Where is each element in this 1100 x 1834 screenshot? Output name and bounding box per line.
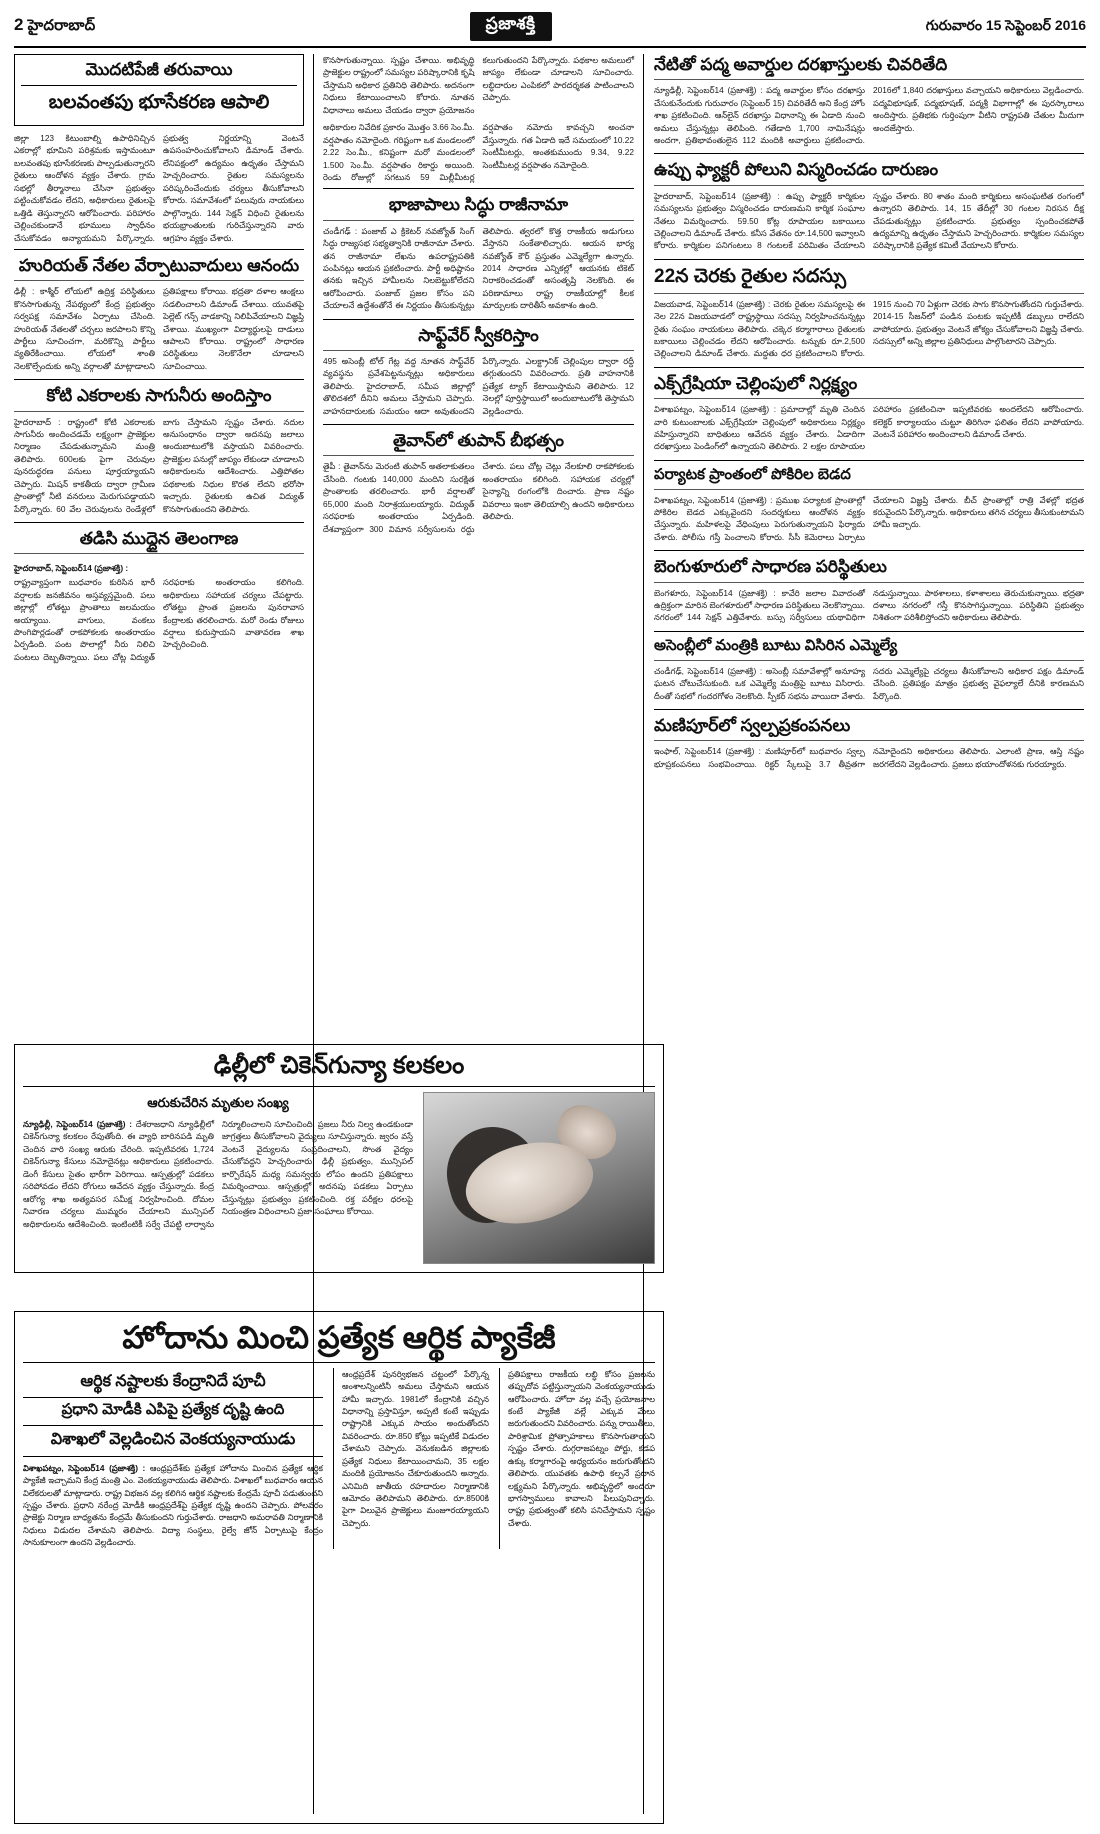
article-software bbox=[323, 319, 634, 417]
article-body: తైపీ : తైవాన్‌ను మెరంటి తుపాన్ అతలాకుతలం చేసింది. గంటకు 140,000 మందిని సురక్షిత ప్రాంతాలకు తరలించారు. భారీ వర్షాలతో 65,000 మంది నిరాశ్రయులయ్యారు. విద్యుత్ సరఫరాకు అంతరాయం ఏర్పడింది. దేశవ్యాప్తంగా 300 విమాన సర్వీసులను రద్దు చేశారు. పలు చోట్ల చెట్లు నేలకూలి రాకపోకలకు అంతరాయం కలిగింది. సహాయక చర్యల్లో సైన్యాన్ని రంగంలోకి దించారు. ప్రాణ నష్టం వివరాలు ఇంకా తెలియాల్సి ఉందని అధికారులు తెలిపారు. bbox=[323, 461, 634, 534]
divider bbox=[323, 455, 634, 456]
divider bbox=[14, 379, 304, 380]
photo-article-subhead: ఆరుకుచేరిన మృతుల సంఖ్య bbox=[147, 1095, 289, 1110]
divider bbox=[323, 350, 634, 351]
divider bbox=[14, 280, 304, 281]
article-body: హైదరాబాద్ : రాష్ట్రంలో కోటి ఎకరాలకు సాగునీరు అందించడమే లక్ష్యంగా ప్రాజెక్టుల నిర్మాణం చేపడుతున్నామని మంత్రి తెలిపారు. 600లకు పైగా చెరువుల పునరుద్ధరణ పనులు పూర్తయ్యాయని చెప్పారు. మిషన్ కాకతీయ ద్వారా గ్రామీణ ప్రాంతాల్లో నీటి వనరులు మెరుగుపడ్డాయని పేర్కొన్నారు. 60 వేల చెరువులను రెండేళ్లలో బాగు చేస్తామని స్పష్టం చేశారు. నదుల అనుసంధానం ద్వారా అదనపు జలాలు అందుబాటులోకి వస్తాయని వివరించారు. ప్రాజెక్టుల పనుల్లో జాప్యం లేకుండా చూడాలని అధికారులను ఆదేశించారు. ఎత్తిపోతల పథకాలకు నిధుల కొరత లేదని భరోసా ఇచ్చారు. రైతులకు ఉచిత విద్యుత్ కొనసాగుతుందని తెలిపారు. bbox=[14, 416, 304, 514]
photo-hair-shape bbox=[436, 1117, 549, 1231]
divider bbox=[21, 85, 297, 86]
divider bbox=[654, 293, 1084, 294]
article-headline: అసెంబ్లీలో మంత్రికి బూటు విసిరిన ఎమ్మెల్యే bbox=[654, 636, 898, 654]
banner-body-col3: ప్రతిపక్షాలు రాజకీయ లబ్ధి కోసం ప్రజలను తప్పుదోవ పట్టిస్తున్నాయని వెంకయ్యనాయుడు ఆరోపించారు. హోదా వల్ల వచ్చే ప్రయోజనాల కంటే ప్యాకేజీ వల్లే ఎక్కువ మేలు జరుగుతుందని వివరించారు. పన్ను రాయితీలు, పారిశ్రామిక ప్రోత్సాహకాలు కొనసాగుతాయని స్పష్టం చేశారు. దుగ్గరాజపట్నం పోర్టు, కడప ఉక్కు కర్మాగారంపై అధ్యయనం జరుగుతోందని తెలిపారు. యువతకు ఉపాధి కల్పనే ప్రధాన లక్ష్యమని పేర్కొన్నారు. అభివృద్ధిలో అందరూ భాగస్వాములు కావాలని పిలుపునిచ్చారు. రాష్ట్ర ప్రభుత్వంతో కలిసి పనిచేస్తామని స్పష్టం చేశారు. bbox=[508, 1368, 655, 1528]
masthead bbox=[14, 12, 1086, 48]
article-headline: హురియత్ నేతల వేర్పాటువాదులు ఆనందు bbox=[18, 255, 300, 275]
article-sugarcane-meet bbox=[654, 259, 1084, 360]
article-headline: కోటి ఎకరాలకు సాగునీరు అందిస్తాం bbox=[46, 386, 272, 406]
article-dateline: హైదరాబాద్, సెప్టెంబర్14 (ప్రజాశక్తి) : bbox=[14, 563, 129, 574]
article-tourist-nuisance bbox=[654, 460, 1084, 544]
article-salt-factory bbox=[654, 153, 1084, 251]
article-headline: భాజాపాలు సిద్ధు రాజీనామా bbox=[388, 195, 569, 215]
divider bbox=[323, 319, 634, 320]
divider bbox=[654, 582, 1084, 583]
article-body: బెంగళూరు, సెప్టెంబర్14 (ప్రజాశక్తి) : కావేరి జలాల వివాదంతో ఉద్రిక్తంగా మారిన బెంగళూరులో సాధారణ పరిస్థితులు నెలకొన్నాయి. నగరంలో 144 సెక్షన్ ఎత్తివేశారు. బస్సు సర్వీసులు యథావిధిగా నడుస్తున్నాయి. పాఠశాలలు, కళాశాలలు తెరుచుకున్నాయి. భద్రతా దళాలు నగరంలో గస్తీ కొనసాగిస్తున్నాయి. పరిస్థితిని ప్రభుత్వం నిశితంగా పరిశీలిస్తోందని అధికారులు తెలిపారు. bbox=[654, 587, 1084, 623]
banner-sub-1: ఆర్థిక నష్టాలకు కేంద్రానిదే పూచీ bbox=[80, 1372, 266, 1390]
divider bbox=[14, 249, 304, 250]
divider bbox=[654, 398, 1084, 399]
lead-headline: బలవంతపు భూసేకరణ ఆపాలి bbox=[48, 92, 270, 114]
page-number: 2 bbox=[14, 15, 24, 34]
article-hurriyat bbox=[14, 249, 304, 372]
article-rains bbox=[14, 522, 304, 663]
divider bbox=[14, 411, 304, 412]
lead-body: జిల్లా 123 కిటుంబాల్ని ఉపాధినిచ్చిన ఎకరాల్లో భూమిని పరిశ్రమకు ఇస్తామంటూ బలవంతపు భూసేకరణకు పాల్పడుతున్నారని రైతులు ఆందోళన వ్యక్తం చేశారు. గ్రామ సభల్లో తీర్మానాలు చేసినా ప్రభుత్వం పట్టించుకోవడం లేదని, అధికారులు రైతులపై ఒత్తిడి తెస్తున్నారని ఆరోపించారు. పరిహారం చెల్లించకుండానే భూములు స్వాధీనం చేసుకోవడం అన్యాయమని పేర్కొన్నారు. ప్రభుత్వ నిర్ణయాన్ని వెంటనే ఉపసంహరించుకోవాలని డిమాండ్ చేశారు. లేనిపక్షంలో ఉద్యమం ఉధృతం చేస్తామని హెచ్చరించారు. రైతుల సమస్యలను పరిష్కరించేందుకు చర్యలు తీసుకోవాలని కోరారు. సమావేశంలో పలువురు నాయకులు పాల్గొన్నారు. 144 సెక్షన్ విధించి రైతులను భయభ్రాంతులకు గురిచేస్తున్నారని వారు ఆగ్రహం వ్యక్తం చేశారు. bbox=[14, 133, 304, 243]
article-irrigation bbox=[14, 379, 304, 515]
article-headline: పర్యాటక ప్రాంతంలో పోకిరిల బెడద bbox=[654, 465, 851, 483]
article-body: 495 అసెంబ్లీ టోల్ గేట్ల వద్ద నూతన సాఫ్ట్‌వేర్ వ్యవస్థను ప్రవేశపెట్టనున్నట్లు అధికారులు తెలిపారు. హైదరాబాద్, సమీప జిల్లాల్లో తొలిదశలో దీనిని అమలు చేస్తామని చెప్పారు. వాహనదారులకు సమయం ఆదా అవుతుందని పేర్కొన్నారు. ఎలక్ట్రానిక్ చెల్లింపుల ద్వారా రద్దీ తగ్గుతుందని వివరించారు. ప్రతి వాహనానికి ప్రత్యేక ట్యాగ్ కేటాయిస్తామని తెలిపారు. 12 నెలల్లో పూర్తిస్థాయిలో అందుబాటులోకి తెస్తామని వెల్లడించారు. bbox=[323, 355, 634, 416]
article-headline: మణిపూర్‌లో స్వల్పప్రకంపనలు bbox=[654, 715, 851, 735]
article-body: న్యూఢిల్లీ, సెప్టెంబర్14 (ప్రజాశక్తి) : పద్మ అవార్డుల కోసం దరఖాస్తు చేసుకునేందుకు గురువారం (సెప్టెంబర్ 15) చివరితేదీ అని కేంద్ర హోం శాఖ ప్రకటించింది. ఆన్‌లైన్ దరఖాస్తు విధానాన్ని ఈ ఏడాది నుంచి అమలు చేస్తున్నట్లు తెలిపింది. గతేడాది 1,700 నామినేషన్లు అందగా, ప్రతిభావంతులైన 112 మందికి అవార్డులు ప్రకటించారు. 2016లో 1,840 దరఖాస్తులు వచ్చాయని అధికారులు వెల్లడించారు. పద్మవిభూషణ్, పద్మభూషణ్, పద్మశ్రీ విభాగాల్లో ఈ పురస్కారాలు అందిస్తారు. ప్రతిభకు గుర్తింపుగా వీటిని రాష్ట్రపతి చేతుల మీదుగా అందజేస్తారు. bbox=[654, 85, 1084, 145]
banner-sub-2: ప్రధాని మోడీకి ఎపిపై ప్రత్యేక దృష్టి ఉంది bbox=[23, 1397, 323, 1426]
divider bbox=[14, 553, 304, 554]
divider bbox=[654, 460, 1084, 461]
banner-sub-3: విశాఖలో వెల్లడించిన వెంకయ్యనాయుడు bbox=[23, 1430, 323, 1457]
divider bbox=[323, 424, 634, 425]
photo-article-content bbox=[23, 1092, 655, 1264]
divider bbox=[654, 367, 1084, 368]
divider bbox=[323, 220, 634, 221]
lead-kicker: మొదటిపేజీ తరువాయి bbox=[85, 60, 233, 79]
banner-body-col1: ఆంధ్రప్రదేశ్‌కు ప్రత్యేక హోదాను మించిన ప్రత్యేక ఆర్థిక ప్యాకేజీ ఇచ్చామని కేంద్ర మంత్రి ఎం. వెంకయ్యనాయుడు తెలిపారు. విశాఖలో బుధవారం ఆయన విలేకరులతో మాట్లాడారు. రాష్ట్ర విభజన వల్ల కలిగిన ఆర్థిక నష్టాలకు కేంద్రమే పూచీ పడుతుందని స్పష్టం చేశారు. ప్రధాని నరేంద్ర మోడీకి ఆంధ్రప్రదేశ్‌పై ప్రత్యేక దృష్టి ఉందని చెప్పారు. పోలవరం ప్రాజెక్టు నిర్మాణ బాధ్యతను కేంద్రమే తీసుకుందని గుర్తుచేశారు. రాజధాని అమరావతి నిర్మాణానికి నిధులు విడుదల చేశామని తెలిపారు. విద్యా సంస్థలు, రైల్వే జోన్ ఏర్పాటుపై కేంద్రం సానుకూలంగా ఉందని వెల్లడించారు. bbox=[23, 1462, 323, 1548]
divider bbox=[654, 185, 1084, 186]
article-typhoon bbox=[323, 424, 634, 535]
masthead-date: గురువారం 15 సెప్టెంబర్ 2016 bbox=[925, 16, 1086, 33]
article-manipur-tremors bbox=[654, 709, 1084, 770]
photo-article-headline: ఢిల్లీలో చికెన్‌గున్యా కలకలం bbox=[213, 1052, 465, 1079]
article-padma-awards bbox=[654, 54, 1084, 146]
article-headline: 22న చెరకు రైతుల సదస్సు bbox=[654, 265, 847, 287]
divider bbox=[654, 79, 1084, 80]
divider bbox=[654, 550, 1084, 551]
photo-hand-shape bbox=[550, 1098, 624, 1166]
banner-body-grid bbox=[23, 1368, 655, 1549]
article-shoe-thrown bbox=[654, 631, 1084, 702]
divider bbox=[654, 709, 1084, 710]
divider bbox=[654, 660, 1084, 661]
divider bbox=[654, 740, 1084, 741]
banner-body-col2: ఆంధ్రప్రదేశ్ పునర్విభజన చట్టంలో పేర్కొన్న అంశాలన్నింటినీ అమలు చేస్తామని ఆయన హామీ ఇచ్చారు. 1981లో కేంద్రానికి వచ్చిన విధానాన్ని ప్రస్తావిస్తూ, అప్పటి కంటే ఇప్పుడు రాష్ట్రానికి ఎక్కువ సాయం అందుతోందని వివరించారు. రూ.850 కోట్లు ఇప్పటికే విడుదల చేశామని చెప్పారు. వెనుకబడిన జిల్లాలకు ప్రత్యేక నిధులు కేటాయించామని, 35 లక్షల మందికి ప్రయోజనం చేకూరుతుందని అన్నారు. ఎనిమిది జాతీయ రహదారుల నిర్మాణానికి ఆమోదం తెలిపామని తెలిపారు. రూ.8500కి పైగా విలువైన ప్రాజెక్టులు మంజూరయ్యాయని చెప్పారు. bbox=[342, 1368, 489, 1528]
article-headline: బెంగుళూరులో సాధారణ పరిస్థితులు bbox=[654, 557, 887, 577]
patient-photo bbox=[423, 1092, 655, 1264]
article-sidhu bbox=[323, 188, 634, 311]
article-bengaluru bbox=[654, 550, 1084, 624]
divider bbox=[323, 188, 634, 189]
lead-story-box bbox=[14, 54, 304, 126]
column-two-jump-text: కొనసాగుతున్నాయి. స్పష్టం చేశాయి. అభివృద్ధి ప్రాజెక్టుల రాష్ట్రంలో సమస్యల పరిష్కారానికి కృషి చేస్తామని అధికార ప్రతినిధి తెలిపారు. అదనంగా నిధులు కేటాయించాలని కోరారు. నూతన విధానాలు అమలు చేయడం ద్వారా ప్రయోజనం కలుగుతుందని పేర్కొన్నారు. పథకాల అమలులో జాప్యం లేకుండా చూడాలని సూచించారు. లబ్ధిదారుల ఎంపికలో పారదర్శకత పాటించాలని చెప్పారు. bbox=[323, 55, 634, 115]
divider bbox=[654, 153, 1084, 154]
chikungunya-article bbox=[14, 1044, 664, 1273]
article-body: ఇంఫాల్, సెప్టెంబర్14 (ప్రజాశక్తి) : మణిపూర్‌లో బుధవారం స్వల్ప భూప్రకంపనలు సంభవించాయి. రిక్టర్ స్కేలుపై 3.7 తీవ్రతగా నమోదైందని అధికారులు తెలిపారు. ఎలాంటి ప్రాణ, ఆస్తి నష్టం జరగలేదని వెల్లడించారు. ప్రజలు భయాందోళనకు గురయ్యారు. bbox=[654, 746, 1084, 769]
banner-headline: హోదాను మించి ప్రత్యేక ఆర్థిక ప్యాకేజీ bbox=[122, 1320, 556, 1355]
special-package-banner bbox=[14, 1311, 664, 1824]
masthead-logo-area bbox=[95, 12, 925, 41]
divider bbox=[14, 522, 304, 523]
column-three bbox=[644, 54, 1084, 1814]
article-headline: ఎక్స్‌గ్రేషియా చెల్లింపులో నిర్లక్ష్యం bbox=[654, 373, 858, 393]
newspaper-logo: ప్రజాశక్తి bbox=[470, 12, 552, 41]
divider bbox=[654, 489, 1084, 490]
article-body: చండీగఢ్ : పంజాబ్ ఎ క్రికెటర్ నవజ్యోత్ సింగ్ సిద్ధు రాజ్యసభ సభ్యత్వానికి రాజీనామా చేశారు. తన రాజీనామా లేఖను ఉపరాష్ట్రపతికి పంపినట్లు ఆయన ప్రకటించారు. పార్టీ అధిష్టానం తనకు ఇచ్చిన హామీలను నిలబెట్టుకోలేదని ఆరోపించారు. పంజాబ్ ప్రజల కోసం పని చేయాలనే ఉద్దేశంతోనే ఈ నిర్ణయం తీసుకున్నట్లు తెలిపారు. త్వరలో కొత్త రాజకీయ అడుగులు వేస్తానని సంకేతాలిచ్చారు. ఆయన భార్య నవజ్యోత్ కౌర్ ప్రస్తుతం ఎమ్మెల్యేగా ఉన్నారు. 2014 సాధారణ ఎన్నికల్లో ఆయనకు టికెట్ నిరాకరించడంతో అసంతృప్తి నెలకొంది. ఈ పరిణామాలు రాష్ట్ర రాజకీయాల్లో కీలక మార్పులకు దారితీసే అవకాశం ఉంది. bbox=[323, 225, 634, 311]
article-body: చండీగఢ్, సెప్టెంబర్14 (ప్రజాశక్తి) : అసెంబ్లీ సమావేశాల్లో అనూహ్య ఘటన చోటుచేసుకుంది. ఒక ఎమ్మెల్యే మంత్రిపై బూటు విసిరారు. దీంతో సభలో గందరగోళం నెలకొంది. స్పీకర్ సభను వాయిదా వేశారు. సదరు ఎమ్మెల్యేపై చర్యలు తీసుకోవాలని అధికార పక్షం డిమాండ్ చేసింది. ప్రతిపక్షం మాత్రం ప్రభుత్వ వైఫల్యాలే దీనికి కారణమని పేర్కొంది. bbox=[654, 665, 1084, 701]
divider bbox=[23, 1086, 655, 1087]
article-body: ఢిల్లీ : కాశ్మీర్ లోయలో ఉద్రిక్త పరిస్థితులు కొనసాగుతున్న నేపథ్యంలో కేంద్ర ప్రభుత్వం సర్వపక్ష సమావేశం ఏర్పాటు చేసింది. హురియత్ నేతలతో చర్చలు జరపాలని కొన్ని పార్టీలు సూచించగా, మరికొన్ని పార్టీలు వ్యతిరేకించాయి. లోయలో శాంతి నెలకొల్పేందుకు అన్ని వర్గాలతో మాట్లాడాలని ప్రతిపక్షాలు కోరాయి. భద్రతా దళాల ఆంక్షలు సడలించాలని డిమాండ్ చేశాయి. యువతపై పెల్లెట్ గన్స్ వాడకాన్ని నిలిపివేయాలని విజ్ఞప్తి చేశాయి. ముఖ్యంగా విద్యార్థులపై దాడులు ఆపాలని కోరాయి. రాష్ట్రంలో సాధారణ పరిస్థితులు నెలకొనేలా చూడాలని సూచించాయి. bbox=[14, 286, 304, 371]
article-headline: సాఫ్ట్‌వేర్ స్వీకరిస్తాం bbox=[418, 325, 539, 345]
photo-article-body: దేశరాజధాని న్యూఢిల్లీలో చికెన్‌గున్యా కలకలం రేపుతోంది. ఈ వ్యాధి బారినపడి మృతి చెందిన వారి సంఖ్య ఆరుకు చేరింది. ఇప్పటివరకు 1,724 చికెన్‌గున్యా కేసులు నమోదైనట్లు అధికారులు ప్రకటించారు. డెంగీ కేసులు సైతం భారీగా పెరిగాయి. ఆస్పత్రుల్లో పడకలు సరిపోవడం లేదని రోగులు ఆవేదన వ్యక్తం చేస్తున్నారు. కేంద్ర ఆరోగ్య శాఖ అత్యవసర సమీక్ష నిర్వహించింది. దోమల నివారణ చర్యలు ముమ్మరం చేయాలని మున్సిపల్ అధికారులను ఆదేశించింది. ఇంటింటికీ సర్వే చేపట్టి లార్వాను నిర్మూలించాలని సూచించింది. ప్రజలు నీరు నిల్వ ఉండకుండా జాగ్రత్తలు తీసుకోవాలని వైద్యులు సూచిస్తున్నారు. జ్వరం వస్తే వెంటనే వైద్యులను సంప్రదించాలని, సొంత వైద్యం చేసుకోవద్దని హెచ్చరించారు. ఢిల్లీ ప్రభుత్వం, మున్సిపల్ కార్పొరేషన్ మధ్య సమన్వయ లోపం ఉందని ప్రతిపక్షాలు విమర్శించాయి. ఆస్పత్రుల్లో అదనపు పడకలు ఏర్పాటు చేస్తున్నట్లు ప్రభుత్వం ప్రకటించింది. రక్త పరీక్షల ధరలపై నియంత్రణ విధించాలని ప్రజా సంఘాలు కోరాయి. bbox=[23, 1119, 413, 1229]
column-two-stats-text: అధికారుల నివేదిక ప్రకారం మొత్తం 3.66 సెం.మీ. వర్షపాతం నమోదైంది. గరిష్టంగా ఒక మండలంలో 2.22 సెం.మీ., కనిష్టంగా మరో మండలంలో 1.500 సెం.మీ. వర్షపాతం రికార్డు అయింది. రెండు రోజుల్లో సగటున 59 మిల్లీమీటర్ల వర్షపాతం నమోదు కావచ్చని అంచనా వేస్తున్నారు. గత ఏడాది ఇదే సమయంలో 10.22 సెంటీమీటర్లు, అంతకుముందు 9.34, 9.22 సెంటీమీటర్ల వర్షపాతం నమోదైంది. bbox=[323, 122, 634, 182]
edition-name: హైదరాబాద్ bbox=[27, 17, 96, 34]
article-body: హైదరాబాద్, సెప్టెంబర్14 (ప్రజాశక్తి) : ఉప్పు ఫ్యాక్టరీ కార్మికుల సమస్యలను ప్రభుత్వం విస్మరించడం దారుణమని కార్మిక సంఘాల నేతలు విమర్శించారు. 59.50 కోట్ల రూపాయల బకాయిలు చెల్లించాలని డిమాండ్ చేశారు. కనీస వేతనం రూ.14,500 ఇవ్వాలని కోరారు. కార్మికుల పనిగంటలు 8 గంటలకే పరిమితం చేయాలని స్పష్టం చేశారు. 80 శాతం మంది కార్మికులు అసంఘటిత రంగంలో ఉన్నారని తెలిపారు. 14, 15 తేదీల్లో 30 గంటల నిరసన దీక్ష చేపడుతున్నట్లు ప్రకటించారు. ప్రభుత్వం స్పందించకపోతే ఉద్యమాన్ని ఉధృతం చేస్తామని హెచ్చరించారు. కార్మికుల సమస్యల పరిష్కారానికి ప్రత్యేక కమిటీ వేయాలని కోరారు. bbox=[654, 190, 1084, 251]
article-body: విశాఖపట్నం, సెప్టెంబర్14 (ప్రజాశక్తి) : ప్రముఖ పర్యాటక ప్రాంతాల్లో పోకిరిల బెడద ఎక్కువైందని సందర్శకులు ఆందోళన వ్యక్తం చేస్తున్నారు. మహిళలపై వేధింపులు పెరుగుతున్నాయని ఫిర్యాదు చేశారు. పోలీసు గస్తీ పెంచాలని కోరారు. సీసీ కెమెరాలు ఏర్పాటు చేయాలని విజ్ఞప్తి చేశారు. బీచ్ ప్రాంతాల్లో రాత్రి వేళల్లో భద్రత కరువైందని పేర్కొన్నారు. అధికారులు తగిన చర్యలు తీసుకుంటామని హామీ ఇచ్చారు. bbox=[654, 494, 1084, 542]
divider bbox=[654, 259, 1084, 260]
article-headline: ఉప్పు ఫ్యాక్టరీ పోలుని విస్మరించడం దారుణం bbox=[654, 160, 939, 180]
article-headline: తడిసి ముద్దైన తెలంగాణ bbox=[79, 529, 239, 548]
divider bbox=[23, 1362, 655, 1363]
article-exgratia bbox=[654, 367, 1084, 453]
article-body: రాష్ట్రవ్యాప్తంగా బుధవారం కురిసిన భారీ వర్షాలకు జనజీవనం అస్తవ్యస్తమైంది. పలు జిల్లాల్లో లోతట్టు ప్రాంతాలు జలమయం అయ్యాయి. వాగులు, వంకలు పొంగిపొర్లడంతో రాకపోకలకు అంతరాయం ఏర్పడింది. పంట పొలాల్లో నీరు నిలిచి పంటలు దెబ్బతిన్నాయి. పలు చోట్ల విద్యుత్ సరఫరాకు అంతరాయం కలిగింది. అధికారులు సహాయక చర్యలు చేపట్టారు. లోతట్టు ప్రాంత ప్రజలను పునరావాస కేంద్రాలకు తరలించారు. మరో రెండు రోజులు వర్షాలు కురుస్తాయని వాతావరణ శాఖ హెచ్చరించింది. bbox=[14, 577, 304, 662]
photo-article-dateline: న్యూఢిల్లీ, సెప్టెంబర్14 (ప్రజాశక్తి) : bbox=[23, 1119, 133, 1129]
article-headline: నేటితో పద్మ అవార్డుల దరఖాస్తులకు చివరితేది bbox=[654, 55, 948, 74]
article-body: విశాఖపట్నం, సెప్టెంబర్14 (ప్రజాశక్తి) : ప్రమాదాల్లో మృతి చెందిన వారి కుటుంబాలకు ఎక్స్‌గ్రేషియా చెల్లింపులో అధికారులు నిర్లక్ష్యం వహిస్తున్నారని బాధితులు ఆవేదన వ్యక్తం చేశారు. ఏడాదిగా దరఖాస్తులు పెండింగ్‌లో ఉన్నాయని తెలిపారు. 2 లక్షల రూపాయల పరిహారం ప్రకటించినా ఇప్పటివరకు అందలేదని ఆరోపించారు. కలెక్టర్ కార్యాలయం చుట్టూ తిరిగినా ఫలితం లేదని వాపోయారు. వెంటనే పరిహారం అందించాలని డిమాండ్ చేశారు. bbox=[654, 404, 1084, 452]
masthead-page-edition bbox=[14, 15, 95, 38]
banner-dateline: విశాఖపట్నం, సెప్టెంబర్14 (ప్రజాశక్తి) : bbox=[23, 1462, 146, 1473]
article-body: విజయవాడ, సెప్టెంబర్14 (ప్రజాశక్తి) : చెరకు రైతుల సమస్యలపై ఈ నెల 22న విజయవాడలో రాష్ట్రస్థాయి సదస్సు నిర్వహించనున్నట్లు రైతు సంఘం నాయకులు తెలిపారు. చక్కెర కర్మాగారాలు రైతులకు బకాయిలు చెల్లించడం లేదని ఆరోపించారు. టన్నుకు రూ.2,500 చెల్లించాలని డిమాండ్ చేశారు. మద్దతు ధర ప్రకటించాలని కోరారు. 1915 నుంచి 70 ఏళ్లుగా చెరకు సాగు కొనసాగుతోందని గుర్తుచేశారు. 2014-15 సీజన్‌లో పండిన పంటకు ఇప్పటికీ డబ్బులు రాలేదని వాపోయారు. ప్రభుత్వం వెంటనే జోక్యం చేసుకోవాలని విజ్ఞప్తి చేశారు. సదస్సులో అన్ని జిల్లాల ప్రతినిధులు పాల్గొంటారని చెప్పారు. bbox=[654, 298, 1084, 359]
divider bbox=[654, 631, 1084, 632]
article-headline: తైవాన్‌లో తుపాన్ బీభత్సం bbox=[392, 431, 565, 451]
